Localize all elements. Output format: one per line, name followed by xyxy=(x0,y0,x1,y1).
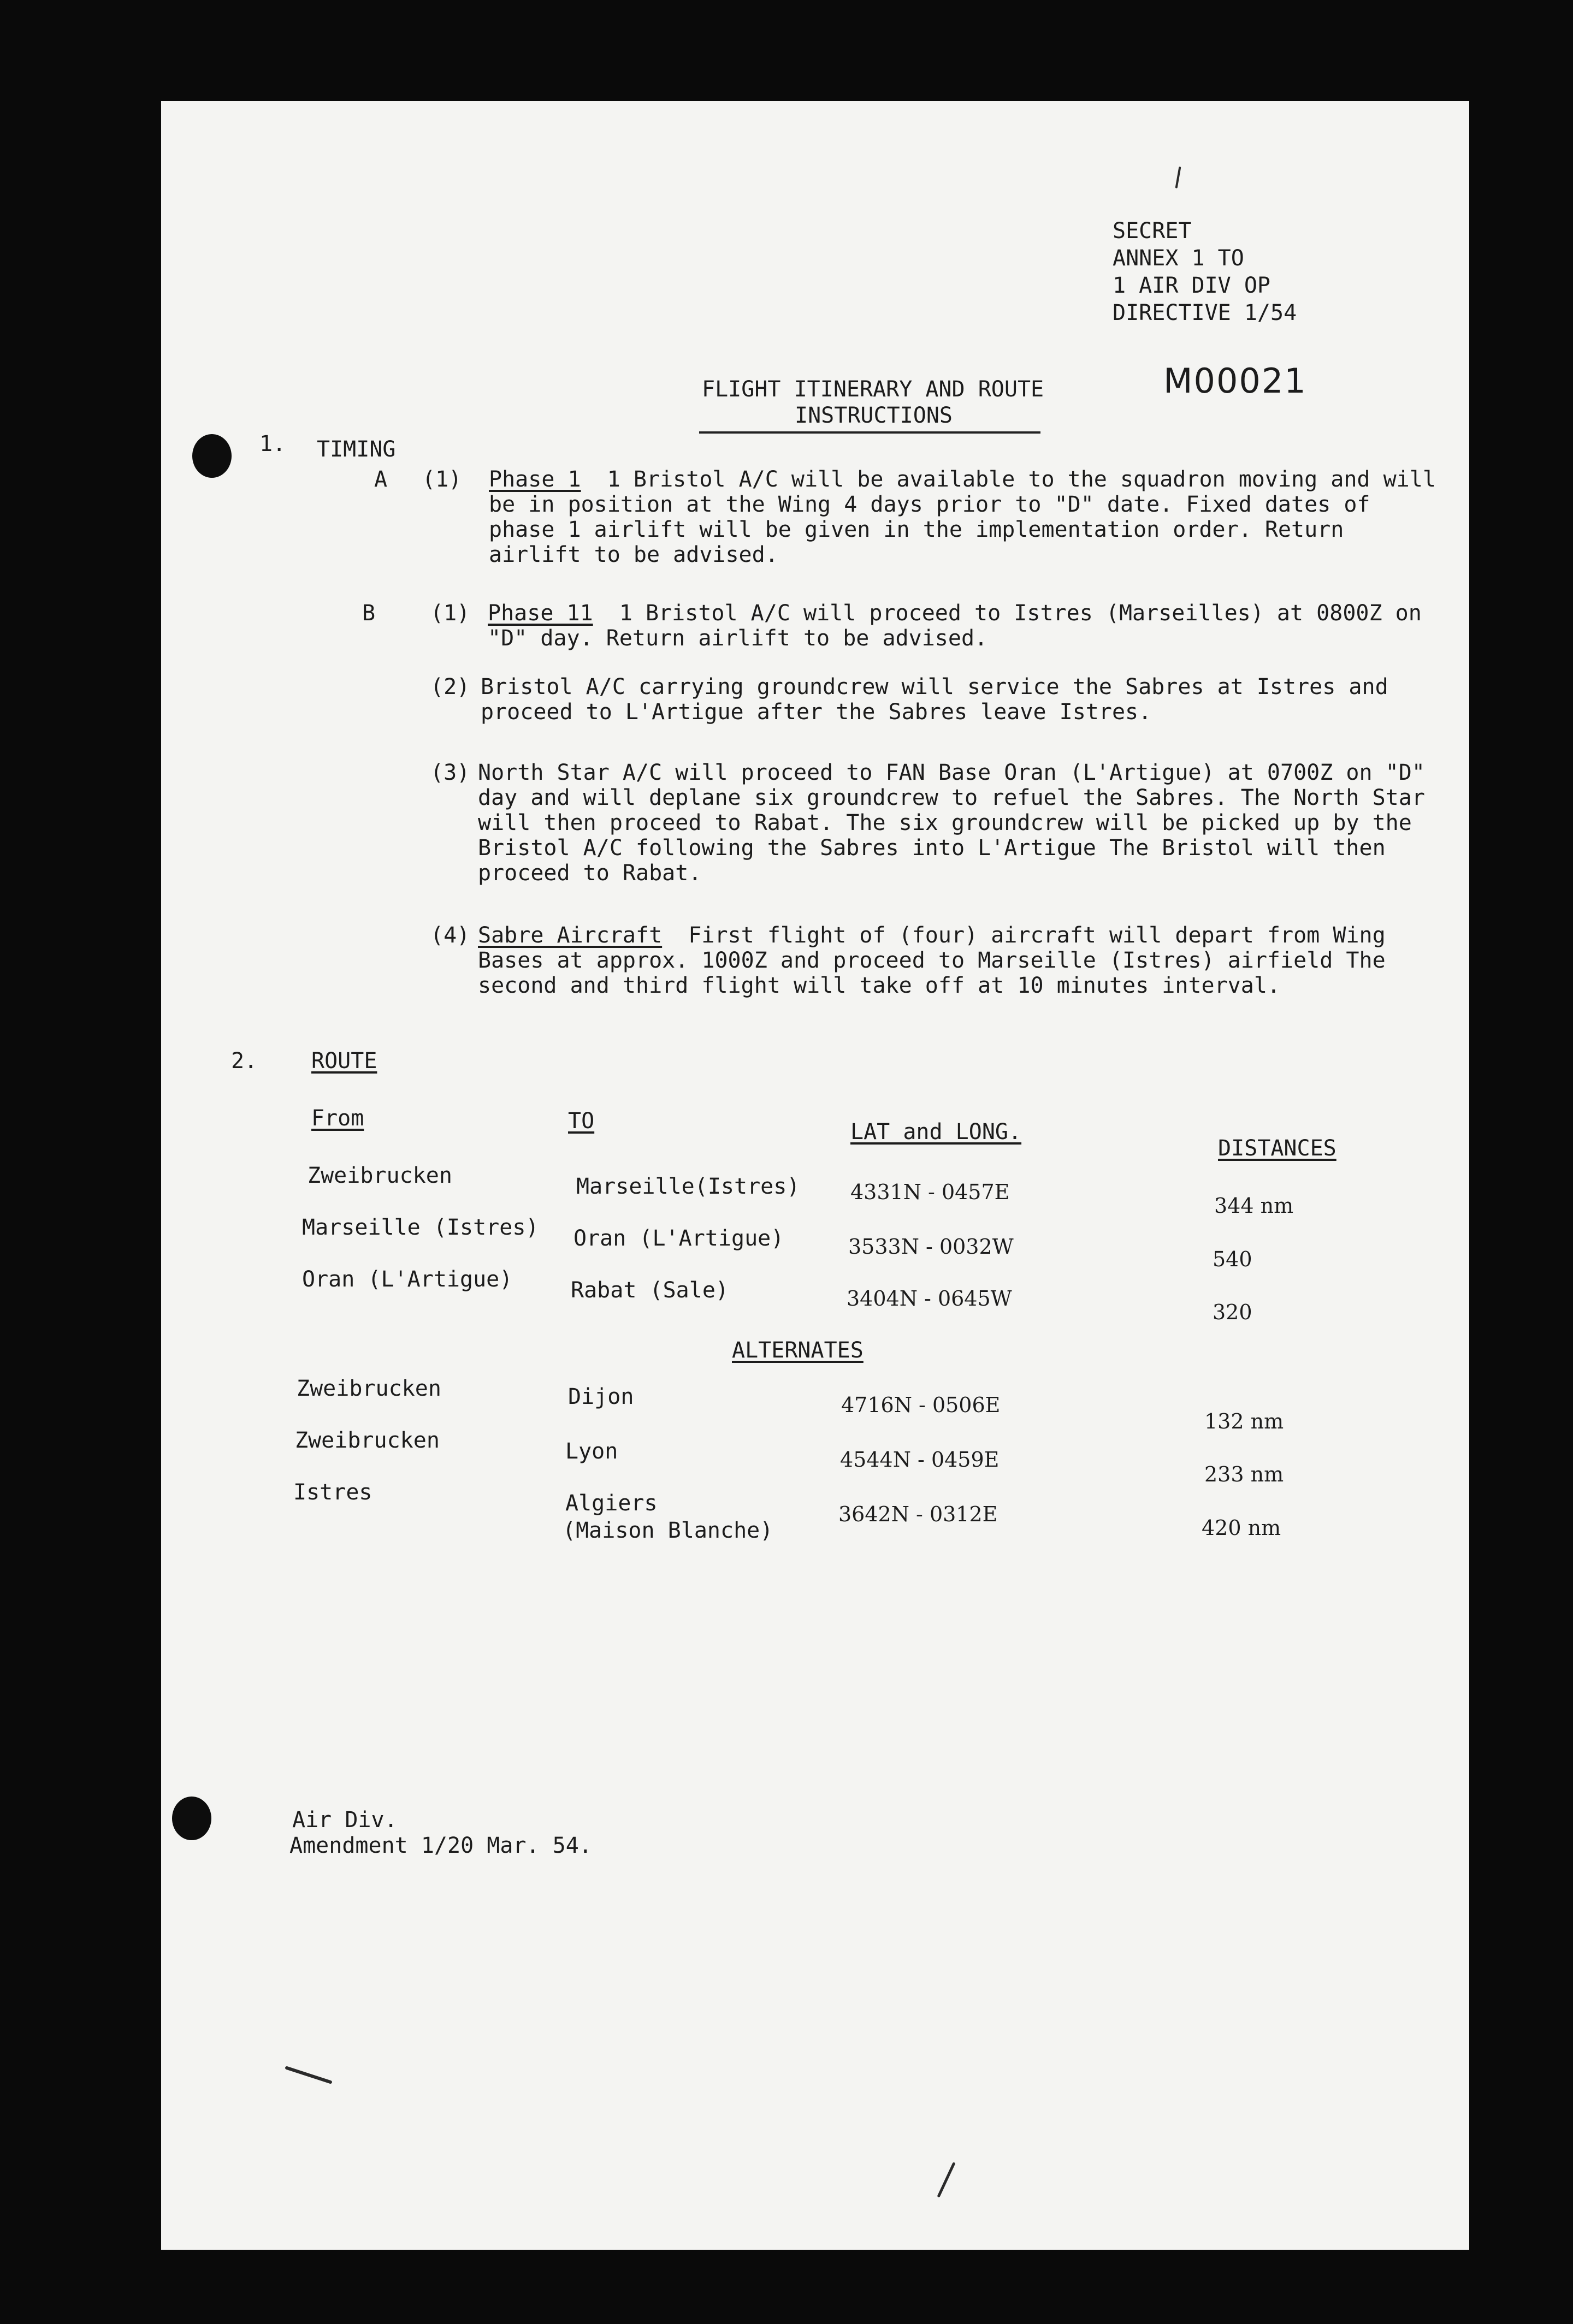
subsection-b-item-4-number: (4) xyxy=(430,923,470,948)
alternate-row-3-lat-long: 3642N - 0312E xyxy=(838,1502,998,1526)
alternate-row-2-lat-long: 4544N - 0459E xyxy=(840,1448,1000,1472)
alternate-row-3-from: Istres xyxy=(293,1480,372,1505)
document-title-line-2: INSTRUCTIONS xyxy=(795,403,953,428)
classification-line-3: 1 AIR DIV OP xyxy=(1113,273,1270,298)
phase-2-label: Phase 11 xyxy=(488,601,593,626)
subsection-b-item-3-number: (3) xyxy=(430,760,470,785)
alternate-row-2-to: Lyon xyxy=(565,1439,618,1464)
footer-line-2: Amendment 1/20 Mar. 54. xyxy=(289,1833,592,1858)
route-row-3-lat-long: 3404N - 0645W xyxy=(847,1286,1012,1311)
punch-hole-top xyxy=(192,434,232,478)
subsection-a-item-number: (1) xyxy=(422,467,462,492)
sabre-aircraft-text: First flight of (four) aircraft will depart from Wing Bases at approx. 1000Z and proceed to Marseille (Istres) airfield The second and third flight will take off at 10 minutes interval. xyxy=(478,923,1386,998)
sabre-aircraft-label: Sabre Aircraft xyxy=(478,923,663,948)
document-title-line-1: FLIGHT ITINERARY AND ROUTE xyxy=(702,377,1044,402)
phase-1-label: Phase 1 xyxy=(489,467,581,492)
route-row-2-distance: 540 xyxy=(1213,1247,1252,1271)
classification-line-2: ANNEX 1 TO xyxy=(1113,246,1244,271)
route-row-1-distance: 344 nm xyxy=(1214,1194,1294,1218)
classification-line-1: SECRET xyxy=(1113,218,1192,244)
alternate-row-2-distance: 233 nm xyxy=(1204,1462,1284,1486)
column-header-to: TO xyxy=(568,1108,595,1134)
section-2-heading: ROUTE xyxy=(311,1048,377,1074)
route-row-3-to: Rabat (Sale) xyxy=(571,1278,729,1303)
route-row-2-to: Oran (L'Artigue) xyxy=(573,1226,784,1251)
route-row-2-from: Marseille (Istres) xyxy=(302,1215,539,1240)
pen-mark-bottom-left xyxy=(285,2066,332,2084)
column-header-distances: DISTANCES xyxy=(1218,1136,1337,1161)
classification-line-4: DIRECTIVE 1/54 xyxy=(1113,300,1297,325)
phase-1-paragraph xyxy=(489,467,1439,567)
subsection-b-item-2-number: (2) xyxy=(430,674,470,699)
subsection-a-letter: A xyxy=(374,467,388,492)
reference-number: M00021 xyxy=(1163,361,1307,401)
phase-1-text: 1 Bristol A/C will be available to the squadron moving and will be in position at the Wing 4 days prior to "D" date. Fixed dates of phase 1 airlift will be given in the implementation order. Return airlift to be advised. xyxy=(489,467,1436,567)
phase-2-paragraph xyxy=(488,601,1427,651)
subsection-b-item-1-number: (1) xyxy=(430,601,470,626)
footer-line-1: Air Div. xyxy=(292,1807,398,1833)
pen-mark-top-right xyxy=(1175,167,1181,188)
document-page xyxy=(161,101,1469,2250)
route-row-2-lat-long: 3533N - 0032W xyxy=(848,1235,1014,1259)
route-row-1-lat-long: 4331N - 0457E xyxy=(850,1180,1010,1204)
alternate-row-1-lat-long: 4716N - 0506E xyxy=(841,1393,1001,1417)
section-1-number: 1. xyxy=(259,431,286,456)
groundcrew-service-paragraph: Bristol A/C carrying groundcrew will service the Sabres at Istres and proceed to L'Artigue after the Sabres leave Istres. xyxy=(481,674,1388,725)
alternates-heading: ALTERNATES xyxy=(732,1338,864,1363)
alternate-row-1-to: Dijon xyxy=(568,1384,634,1409)
alternate-row-2-from: Zweibrucken xyxy=(295,1428,440,1453)
sabre-aircraft-paragraph xyxy=(478,923,1431,998)
section-1-heading: TIMING xyxy=(317,437,396,462)
title-underline xyxy=(699,431,1040,434)
north-star-paragraph: North Star A/C will proceed to FAN Base Oran (L'Artigue) at 0700Z on "D" day and will deplane six groundcrew to refuel the Sabres. The North Star will then proceed to Rabat. The six groundcrew will be picked up by the Bristol A/C following the Sabres into L'Artigue The Bristol will then proceed to Rabat. xyxy=(478,760,1425,886)
route-row-3-from: Oran (L'Artigue) xyxy=(302,1267,513,1292)
punch-hole-bottom xyxy=(172,1797,211,1840)
route-row-3-distance: 320 xyxy=(1213,1300,1252,1324)
alternate-row-1-distance: 132 nm xyxy=(1204,1409,1284,1433)
route-row-1-to: Marseille(Istres) xyxy=(576,1174,800,1199)
pen-mark-bottom-center xyxy=(937,2162,955,2198)
column-header-lat-long: LAT and LONG. xyxy=(850,1119,1022,1145)
alternate-row-3-to-detail: (Maison Blanche) xyxy=(563,1518,773,1543)
column-header-from: From xyxy=(311,1106,364,1131)
route-row-1-from: Zweibrucken xyxy=(307,1163,452,1188)
alternate-row-1-from: Zweibrucken xyxy=(297,1376,441,1401)
alternate-row-3-to: Algiers xyxy=(565,1491,658,1516)
alternate-row-3-distance: 420 nm xyxy=(1202,1516,1281,1540)
subsection-b-letter: B xyxy=(362,601,376,626)
phase-2-text: 1 Bristol A/C will proceed to Istres (Marseilles) at 0800Z on "D" day. Return airlift to be advised. xyxy=(488,601,1422,651)
section-2-number: 2. xyxy=(231,1048,258,1074)
